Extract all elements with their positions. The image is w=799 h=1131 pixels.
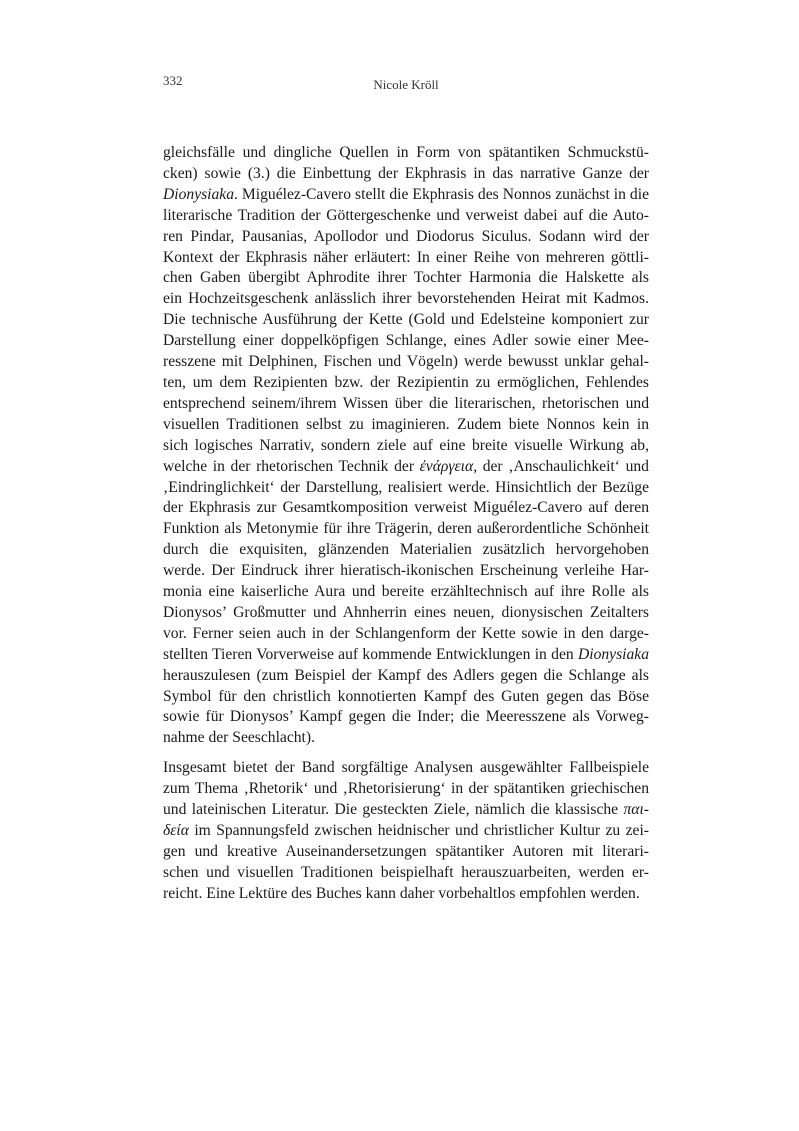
paragraph [163, 758, 649, 904]
text-line: schen und visuellen Traditionen beispielhaft herauszuarbeiten, werden er- [163, 863, 649, 881]
text-line: literarische Tradition der Göttergeschenke und verweist dabei auf die Auto- [163, 206, 649, 224]
text-line: ten, um dem Rezipienten bzw. der Rezipientin zu ermöglichen, Fehlendes [163, 373, 649, 391]
paragraph [163, 143, 649, 749]
text-line: vor. Ferner seien auch in der Schlangenform der Kette sowie in den darge- [163, 624, 649, 642]
page-number: 332 [163, 73, 183, 88]
text-line: und lateinischen Literatur. Die gesteckten Ziele, nämlich die klassische παι- [163, 801, 649, 819]
text-line: reicht. Eine Lektüre des Buches kann daher vorbehaltlos empfohlen werden. [163, 884, 640, 902]
italic-term: δεία [163, 822, 189, 839]
text-line: Dionysiaka. Miguélez-Cavero stellt die Ekphrasis des Nonnos zunächst in die [163, 185, 649, 203]
text-line: Dionysos’ Großmutter und Ahnherrin eines neuen, dionysischen Zeitalters [163, 603, 649, 621]
italic-term: παι- [623, 801, 649, 819]
text-line: sich logisches Narrativ, sondern ziele auf eine breite visuelle Wirkung ab, [163, 436, 649, 454]
text-line: resszene mit Delphinen, Fischen und Vögeln) werde bewusst unklar gehal- [163, 353, 649, 371]
text-line: werde. Der Eindruck ihrer hieratisch-ikonischen Erscheinung verleihe Har- [163, 562, 649, 580]
text-line: cken) sowie (3.) die Einbettung der Ekphrasis in das narrative Ganze der [163, 164, 649, 182]
text-line: Kontext der Ekphrasis näher erläutert: In einer Reihe von mehreren göttli- [163, 248, 649, 266]
running-head-author: Nicole Kröll [373, 77, 439, 92]
text-line: visuellen Traditionen selbst zu imaginieren. Zudem biete Nonnos kein in [163, 415, 649, 433]
italic-term: Dionysiaka [577, 645, 649, 663]
text-line: entsprechend seinem/ihrem Wissen über die literarischen, rhetorischen und [163, 394, 649, 412]
text-line: welche in der rhetorischen Technik der ἐνάργεια, der ‚Anschaulichkeit‘ und [163, 457, 649, 475]
text-line: stellten Tieren Vorverweise auf kommende Entwicklungen in den Dionysiaka [163, 645, 649, 663]
text-line: ein Hochzeitsgeschenk anlässlich ihrer bevorstehenden Heirat mit Kadmos. [163, 290, 649, 308]
page-header [163, 70, 649, 90]
text-line: Funktion als Metonymie für ihre Trägerin, deren außerordentliche Schönheit [163, 520, 649, 538]
text-line: monia eine kaiserliche Aura und bereite erzähltechnisch auf ihre Rolle als [163, 583, 649, 601]
text-line: Die technische Ausführung der Kette (Gold und Edelsteine komponiert zur [163, 311, 649, 329]
text-line: nahme der Seeschlacht). [163, 729, 315, 747]
text-line: Darstellung einer doppelköpfigen Schlange, eines Adler sowie einer Mee- [163, 332, 649, 350]
text-line: zum Thema ‚Rhetorik‘ und ‚Rhetorisierung‘ in der spätantiken griechischen [163, 780, 649, 798]
text-line: ren Pindar, Pausanias, Apollodor und Diodorus Siculus. Sodann wird der [163, 227, 649, 245]
text-line: Insgesamt bietet der Band sorgfältige Analysen ausgewählter Fallbeispiele [163, 759, 649, 777]
text-line: δεία im Spannungsfeld zwischen heidnischer und christlicher Kultur zu zei- [163, 822, 649, 839]
italic-term: Dionysiaka [163, 185, 235, 203]
text-line: chen Gaben übergibt Aphrodite ihrer Tochter Harmonia die Halskette als [163, 269, 649, 287]
italic-term: ἐνάργεια [419, 457, 474, 475]
text-line: herauszulesen (zum Beispiel der Kampf des Adlers gegen die Schlange als [163, 666, 649, 684]
text-line: durch die exquisiten, glänzenden Materialien zusätzlich hervorgehoben [163, 541, 649, 559]
text-line: gleichsfälle und dingliche Quellen in Form von spätantiken Schmuckstü- [163, 144, 649, 161]
text-line: der Ekphrasis zur Gesamtkomposition verweist Miguélez-Cavero auf deren [163, 499, 649, 517]
text-line: sowie für Dionysos’ Kampf gegen die Inder; die Meeresszene als Vorweg- [163, 708, 649, 726]
text-line: Symbol für den christlich konnotierten Kampf des Guten gegen das Böse [163, 687, 649, 705]
text-line: gen und kreative Auseinandersetzungen spätantiker Autoren mit literari- [163, 842, 649, 860]
text-line: ‚Eindringlichkeit‘ der Darstellung, realisiert werde. Hinsichtlich der Bezüge [163, 478, 649, 496]
body-text [163, 143, 649, 905]
